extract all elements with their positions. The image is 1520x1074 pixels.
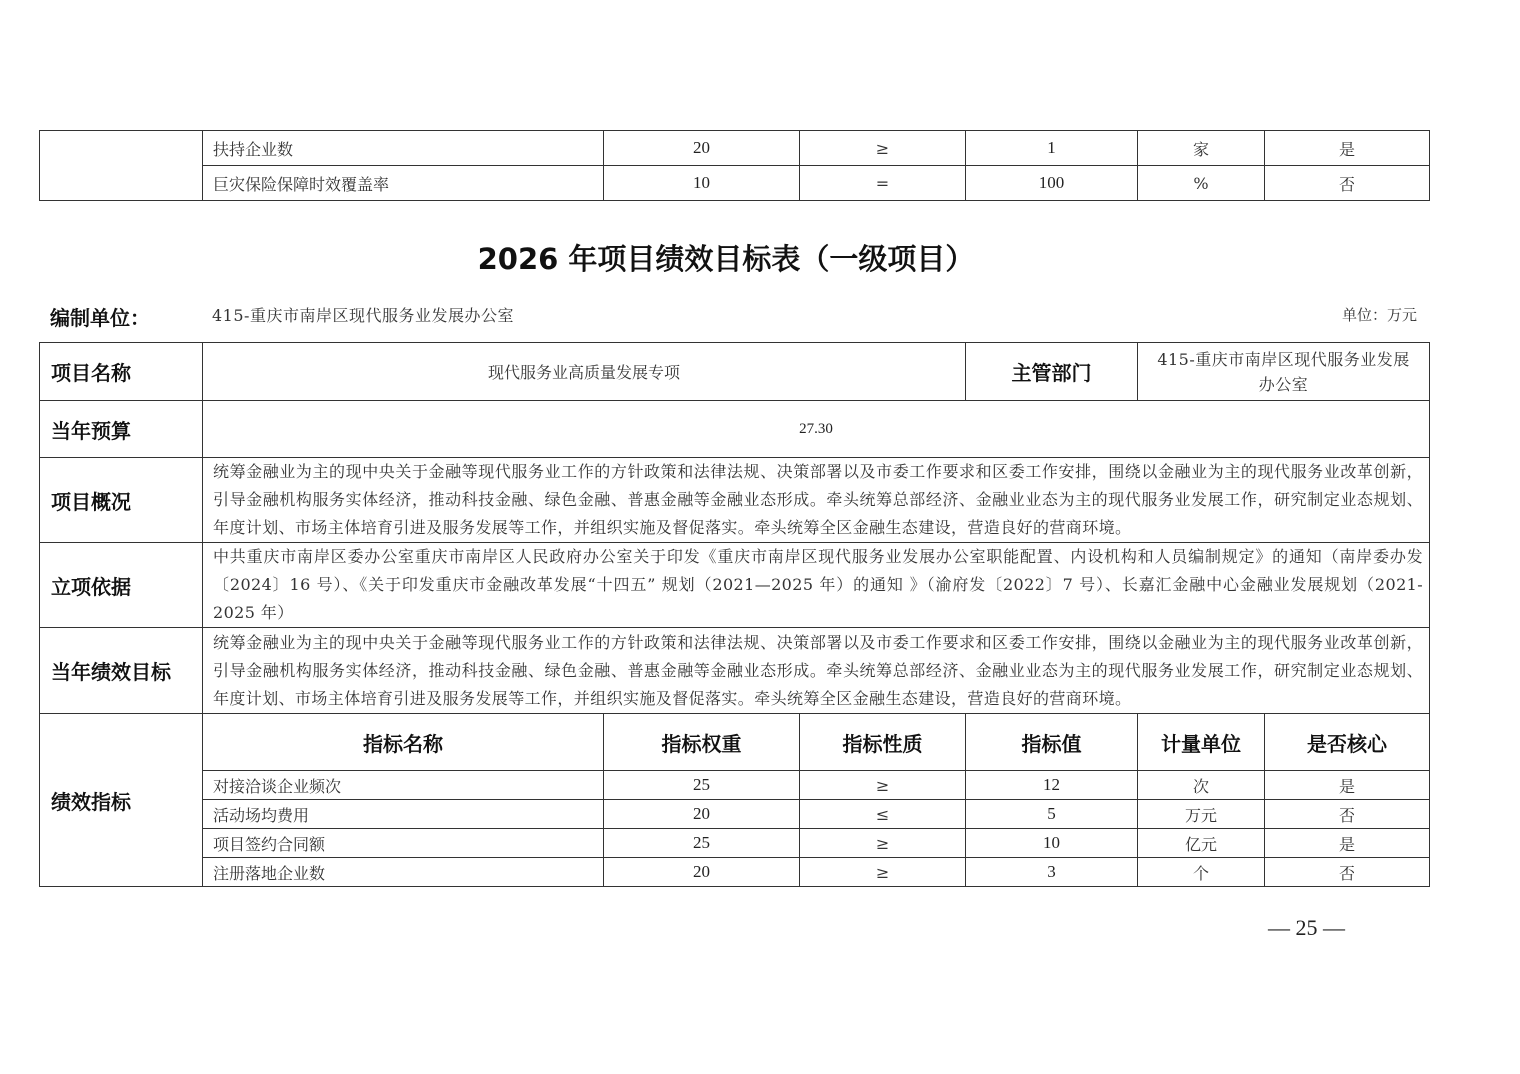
overview-row xyxy=(40,458,1430,543)
indicator-name: 巨灾保险保障时效覆盖率 xyxy=(203,166,604,201)
indicator-weight: 20 xyxy=(604,800,800,829)
dept-label: 主管部门 xyxy=(966,343,1138,401)
indicator-core: 否 xyxy=(1265,166,1430,201)
basis-row xyxy=(40,543,1430,628)
project-name-row xyxy=(40,343,1430,401)
indicator-unit: 家 xyxy=(1138,131,1265,166)
money-unit: 单位：万元 xyxy=(1341,306,1417,324)
table-row xyxy=(40,771,1430,800)
column-header: 指标名称 xyxy=(203,714,604,771)
table-row xyxy=(40,800,1430,829)
page-title: 2026 年项目绩效目标表（一级项目） xyxy=(477,242,975,276)
indicator-name: 注册落地企业数 xyxy=(203,858,604,887)
table-row xyxy=(40,829,1430,858)
column-header: 计量单位 xyxy=(1138,714,1265,771)
project-name-label: 项目名称 xyxy=(40,343,203,401)
indicator-weight: 10 xyxy=(604,166,800,201)
indicator-value: 3 xyxy=(966,858,1138,887)
indicator-core: 否 xyxy=(1265,858,1430,887)
indicator-unit: % xyxy=(1138,166,1265,201)
overview-label: 项目概况 xyxy=(40,458,203,543)
indicator-value: 100 xyxy=(966,166,1138,201)
goal-label: 当年绩效目标 xyxy=(40,628,203,714)
indicator-unit: 万元 xyxy=(1138,800,1265,829)
table-row xyxy=(40,858,1430,887)
indicator-unit: 次 xyxy=(1138,771,1265,800)
column-header: 指标值 xyxy=(966,714,1138,771)
org-value: 415-重庆市南岸区现代服务业发展办公室 xyxy=(212,306,514,325)
goal-row xyxy=(40,628,1430,714)
indicator-nature: ≥ xyxy=(800,858,966,887)
indicator-unit: 个 xyxy=(1138,858,1265,887)
column-header: 是否核心 xyxy=(1265,714,1430,771)
overview-text: 统筹金融业为主的现中央关于金融等现代服务业工作的方针政策和法律法规、决策部署以及市委工作要求和区委工作安排，围绕以金融业为主的现代服务业改革创新，引导金融机构服务实体经济，推动科技金融、绿色金融、普惠金融等金融业态形成。牵头统筹总部经济、金融业业态为主的现代服务业发展工作，研究制定业态规划、年度计划、市场主体培育引进及服务发展等工作，并组织实施及督促落实。牵头统筹全区金融生态建设，营造良好的营商环境。 xyxy=(203,458,1430,543)
indicator-core: 是 xyxy=(1265,131,1430,166)
performance-target-table xyxy=(39,342,1430,887)
indicator-core: 是 xyxy=(1265,771,1430,800)
indicator-name: 扶持企业数 xyxy=(203,131,604,166)
basis-text: 中共重庆市南岸区委办公室重庆市南岸区人民政府办公室关于印发《重庆市南岸区现代服务业发展办公室职能配置、内设机构和人员编制规定》的通知（南岸委办发〔2024〕16 号）、《关于印发重庆市金融改革发展“十四五” 规划（2021—2025 年）的通知 》（渝府发〔2022〕7 号）、长嘉汇金融中心金融业发展规划（2021-2025 年） xyxy=(203,543,1430,628)
indicator-value: 1 xyxy=(966,131,1138,166)
budget-value: 27.30 xyxy=(203,401,1430,458)
indicators-section-label: 绩效指标 xyxy=(40,714,203,887)
org-label: 编制单位： xyxy=(50,306,150,330)
table-row xyxy=(40,166,1430,201)
continued-indicator-table xyxy=(39,130,1430,201)
empty-label-cell xyxy=(40,131,203,201)
indicator-name: 项目签约合同额 xyxy=(203,829,604,858)
table-row xyxy=(40,131,1430,166)
indicator-name: 对接洽谈企业频次 xyxy=(203,771,604,800)
indicator-nature: = xyxy=(800,166,966,201)
basis-label: 立项依据 xyxy=(40,543,203,628)
indicator-value: 5 xyxy=(966,800,1138,829)
page-number: — 25 — xyxy=(1268,915,1345,940)
indicator-weight: 20 xyxy=(604,858,800,887)
indicator-nature: ≤ xyxy=(800,800,966,829)
indicator-unit: 亿元 xyxy=(1138,829,1265,858)
indicator-core: 否 xyxy=(1265,800,1430,829)
budget-row xyxy=(40,401,1430,458)
indicator-value: 10 xyxy=(966,829,1138,858)
column-header: 指标性质 xyxy=(800,714,966,771)
indicator-name: 活动场均费用 xyxy=(203,800,604,829)
indicator-nature: ≥ xyxy=(800,771,966,800)
indicator-weight: 20 xyxy=(604,131,800,166)
column-header: 指标权重 xyxy=(604,714,800,771)
indicator-header-row xyxy=(40,714,1430,771)
project-name-value: 现代服务业高质量发展专项 xyxy=(203,343,966,401)
indicator-value: 12 xyxy=(966,771,1138,800)
budget-label: 当年预算 xyxy=(40,401,203,458)
indicator-core: 是 xyxy=(1265,829,1430,858)
indicator-weight: 25 xyxy=(604,771,800,800)
goal-text: 统筹金融业为主的现中央关于金融等现代服务业工作的方针政策和法律法规、决策部署以及市委工作要求和区委工作安排，围绕以金融业为主的现代服务业改革创新，引导金融机构服务实体经济，推动科技金融、绿色金融、普惠金融等金融业态形成。牵头统筹总部经济、金融业业态为主的现代服务业发展工作，研究制定业态规划、年度计划、市场主体培育引进及服务发展等工作，并组织实施及督促落实。牵头统筹全区金融生态建设，营造良好的营商环境。 xyxy=(203,628,1430,714)
indicator-nature: ≥ xyxy=(800,829,966,858)
dept-value: 415-重庆市南岸区现代服务业发展办公室 xyxy=(1138,343,1430,401)
indicator-nature: ≥ xyxy=(800,131,966,166)
indicator-weight: 25 xyxy=(604,829,800,858)
